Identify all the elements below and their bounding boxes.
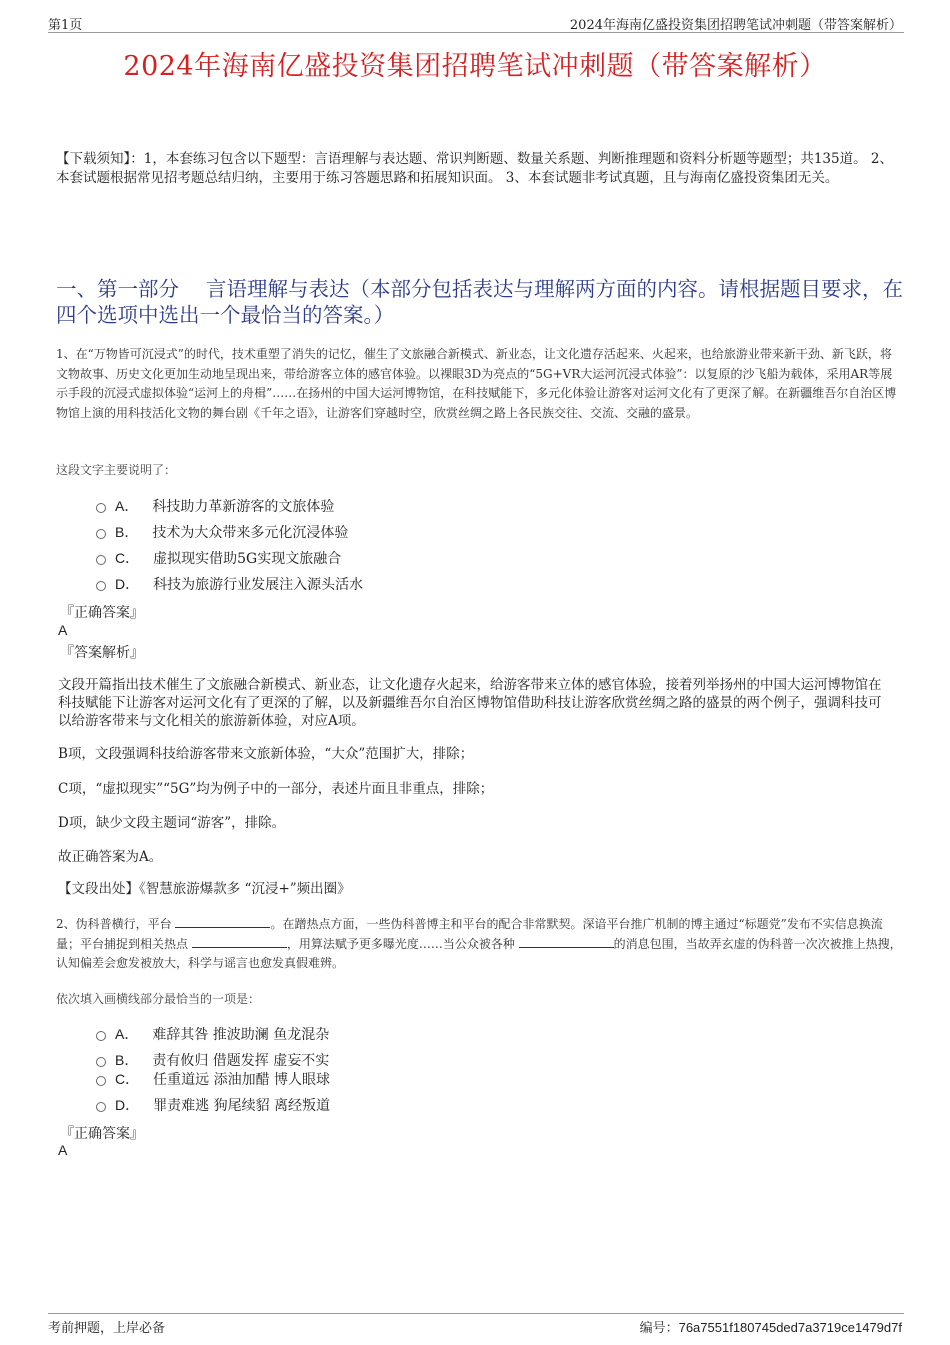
- header-doc-title: 2024年海南亿盛投资集团招聘笔试冲刺题（带答案解析）: [569, 18, 902, 33]
- page-number: 第1页: [48, 18, 83, 33]
- q1-analysis-b: B项，文段强调科技给游客带来文旅新体验，“大众”范围扩大，排除；: [58, 746, 474, 762]
- radio-icon[interactable]: [96, 1076, 106, 1086]
- option-text: 科技助力革新游客的文旅体验: [152, 499, 335, 515]
- q2-option-b[interactable]: [96, 1050, 329, 1070]
- q2-passage-part: 的消息包围，当故弄玄虚的伪科普一次次被推上热搜，认知偏差会愈发被放大，科学与谣言也愈发真假难辨。: [56, 936, 902, 970]
- q2-passage-part: 。在蹭热点方面，一些伪科普博主和平台的配合非常默契。深谙平台推广机制的博主通过“标题党”发布不实信息换流量；平台捕捉到相关热点: [56, 917, 883, 951]
- q1-analysis-main: 文段开篇指出技术催生了文旅融合新模式、新业态，让文化遗存火起来，给游客带来立体的感官体验，接着列举扬州的中国大运河博物馆在科技赋能下让游客对运河文化有了更深的了解，以及新疆维吾尔自治区博物馆借助科技让游客欣赏丝绸之路的盛景的两个例子，强调科技可以给游客带来与文化相关的旅游新体验，对应A项。: [58, 677, 882, 729]
- option-letter: A．: [115, 1026, 139, 1042]
- q1-answer-label: 『正确答案』: [60, 605, 144, 621]
- q1-option-d[interactable]: [96, 574, 363, 594]
- q2-option-c[interactable]: [96, 1069, 330, 1089]
- option-letter: C．: [115, 550, 140, 566]
- q2-stem: 依次填入画横线部分最恰当的一项是：: [56, 992, 261, 1006]
- q1-conclusion: 故正确答案为A。: [58, 849, 163, 865]
- radio-icon[interactable]: [96, 1031, 106, 1041]
- q1-passage: 1、在“万物皆可沉浸式”的时代，技术重塑了消失的记忆，催生了文旅融合新模式、新业态，让文化遗存活起来、火起来，也给旅游业带来新干劲、新飞跃，将文物故事、历史文化更加生动地呈现出来，带给游客立体的感官体验。以裸眼3D为亮点的“5G+VR大运河沉浸式体验”：以复原的沙飞船为载体，采用AR等展示手段的沉浸式虚拟体验“运河上的舟楫”……在扬州的中国大运河博物馆，在科技赋能下，多元化体验让游客对运河文化有了更深了解。在新疆维吾尔自治区博物馆上演的用科技活化文物的舞台剧《千年之语》，让游客们穿越时空，欣赏丝绸之路上各民族交往、交流、交融的盛景。: [56, 347, 897, 420]
- option-letter: D．: [115, 576, 140, 592]
- option-letter: A．: [115, 498, 139, 514]
- q1-analysis-d: D项，缺少文段主题词“游客”，排除。: [58, 815, 286, 831]
- code-label: 编号：: [639, 1321, 679, 1336]
- option-text: 任重道远 添油加醋 博人眼球: [153, 1072, 331, 1088]
- radio-icon[interactable]: [96, 1102, 106, 1112]
- footer-slogan: 考前押题，上岸必备: [48, 1321, 166, 1336]
- option-text: 科技为旅游行业发展注入源头活水: [153, 577, 364, 593]
- code-value: 76a7551f180745ded7a3719ce1479d7f: [678, 1320, 902, 1335]
- option-letter: B．: [115, 1052, 139, 1068]
- radio-icon[interactable]: [96, 1057, 106, 1067]
- footer-code: [640, 1317, 902, 1336]
- radio-icon[interactable]: [96, 555, 106, 565]
- q2-option-d[interactable]: [96, 1095, 330, 1115]
- q1-stem: 这段文字主要说明了：: [56, 463, 177, 477]
- q2-passage-part: 2、伪科普横行，平台: [56, 917, 176, 931]
- download-notice: 【下载须知】：1，本套练习包含以下题型：言语理解与表达题、常识判断题、数量关系题、判断推理题和资料分析题等题型；共135道。 2、本套试题根据常见招考题总结归纳，主要用于练习答题思路和拓展知识面。 3、本套试题非考试真题，且与海南亿盛投资集团无关。: [56, 151, 893, 186]
- q2-passage-part: ，用算法赋予更多曝光度……当公众被各种: [286, 936, 519, 951]
- option-text: 罪责难逃 狗尾续貂 离经叛道: [153, 1098, 331, 1114]
- q1-option-b[interactable]: [96, 522, 348, 542]
- option-text: 虚拟现实借助5G实现文旅融合: [153, 551, 342, 567]
- radio-icon[interactable]: [96, 529, 106, 539]
- q1-answer: A: [58, 622, 68, 638]
- radio-icon[interactable]: [96, 503, 106, 513]
- radio-icon[interactable]: [96, 581, 106, 591]
- fill-blank-1: [175, 916, 270, 928]
- q2-answer: A: [58, 1142, 68, 1158]
- q2-option-a[interactable]: [96, 1024, 329, 1044]
- header-divider: [48, 32, 904, 33]
- q1-source: 【文段出处】《智慧旅游爆款多 “沉浸+”频出圈》: [58, 881, 351, 897]
- q2-passage: [56, 915, 902, 974]
- option-text: 难辞其咎 推波助澜 鱼龙混杂: [152, 1027, 330, 1043]
- option-text: 技术为大众带来多元化沉浸体验: [152, 525, 349, 541]
- fill-blank-3: [519, 936, 614, 948]
- fill-blank-2: [192, 936, 287, 948]
- option-letter: B．: [115, 524, 139, 540]
- section-heading: 一、第一部分 言语理解与表达（本部分包括表达与理解两方面的内容。请根据题目要求，在四个选项中选出一个最恰当的答案。）: [56, 277, 904, 327]
- option-letter: C．: [115, 1071, 140, 1087]
- q1-analysis-label: 『答案解析』: [60, 645, 144, 661]
- q2-answer-label: 『正确答案』: [60, 1126, 144, 1142]
- q1-analysis-c: C项，“虚拟现实”“5G”均为例子中的一部分，表述片面且非重点，排除；: [58, 781, 494, 797]
- option-letter: D．: [115, 1097, 140, 1113]
- document-title: 2024年海南亿盛投资集团招聘笔试冲刺题（带答案解析）: [123, 51, 827, 82]
- option-text: 责有攸归 借题发挥 虚妄不实: [152, 1053, 330, 1069]
- footer-divider: [48, 1313, 904, 1314]
- q1-option-c[interactable]: [96, 548, 341, 568]
- q1-option-a[interactable]: [96, 496, 334, 516]
